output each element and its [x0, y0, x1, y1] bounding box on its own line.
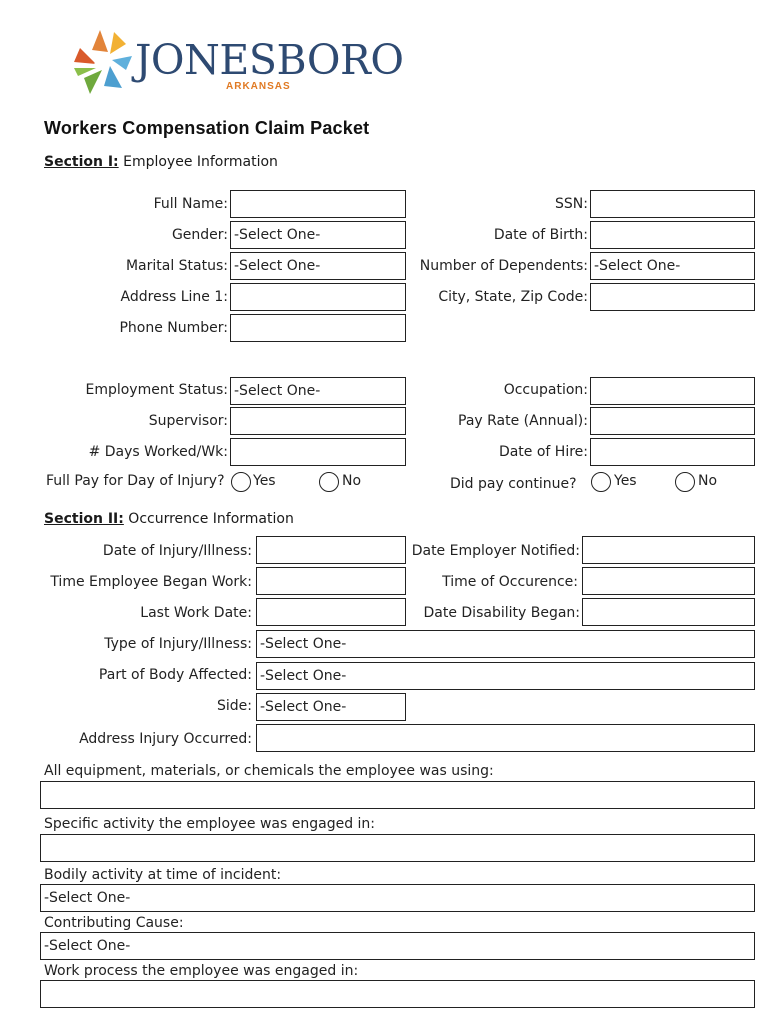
phone-label: Phone Number:: [119, 320, 228, 336]
date-hire-label: Date of Hire:: [498, 444, 588, 460]
activity-field[interactable]: [40, 834, 755, 862]
date-injury-label: Date of Injury/Illness:: [102, 543, 252, 559]
dependents-label: Number of Dependents:: [419, 258, 588, 274]
date-injury-field[interactable]: [256, 536, 406, 564]
time-occurence-label: Time of Occurence:: [442, 574, 578, 590]
dob-field[interactable]: [590, 221, 755, 249]
section-2-number: Section II:: [44, 511, 124, 527]
address-1-field[interactable]: [230, 283, 406, 311]
bodily-activity-label: Bodily activity at time of incident:: [44, 867, 282, 883]
full-pay-yes-radio[interactable]: [231, 472, 251, 492]
days-worked-label: # Days Worked/Wk:: [88, 444, 228, 460]
body-part-select[interactable]: -Select One-: [256, 662, 755, 690]
section-2-title: Occurrence Information: [128, 511, 294, 527]
full-name-field[interactable]: [230, 190, 406, 218]
pay-continue-no-radio[interactable]: [675, 472, 695, 492]
cause-select[interactable]: -Select One-: [40, 932, 755, 960]
body-part-label: Part of Body Affected:: [98, 667, 252, 683]
side-select[interactable]: -Select One-: [256, 693, 406, 721]
jonesboro-logo: [70, 26, 404, 106]
time-began-field[interactable]: [256, 567, 406, 595]
date-notified-field[interactable]: [582, 536, 755, 564]
section-1-number: Section I:: [44, 154, 119, 170]
pay-rate-label: Pay Rate (Annual):: [458, 413, 588, 429]
pay-continue-label: Did pay continue?: [450, 476, 577, 492]
logo-subtitle: ARKANSAS: [226, 81, 291, 92]
full-pay-no-label: No: [342, 473, 362, 489]
date-notified-label: Date Employer Notified:: [411, 543, 580, 559]
time-occurence-field[interactable]: [582, 567, 755, 595]
marital-label: Marital Status:: [125, 258, 228, 274]
address-1-label: Address Line 1:: [120, 289, 228, 305]
days-worked-field[interactable]: [230, 438, 406, 466]
dob-label: Date of Birth:: [493, 227, 588, 243]
equipment-label: All equipment, materials, or chemicals the employee was using:: [44, 763, 494, 779]
disability-began-label: Date Disability Began:: [423, 605, 580, 621]
employment-label: Employment Status:: [85, 382, 228, 398]
full-pay-no-radio[interactable]: [319, 472, 339, 492]
employment-select[interactable]: -Select One-: [230, 377, 406, 405]
dependents-select[interactable]: -Select One-: [590, 252, 755, 280]
type-injury-label: Type of Injury/Illness:: [104, 636, 252, 652]
supervisor-label: Supervisor:: [148, 413, 228, 429]
side-label: Side:: [217, 698, 252, 714]
gender-label: Gender:: [171, 227, 228, 243]
logo-wordmark: JONESBORO: [135, 36, 404, 84]
section-2-heading: [44, 511, 294, 527]
address-injury-field[interactable]: [256, 724, 755, 752]
type-injury-select[interactable]: -Select One-: [256, 630, 755, 658]
marital-select[interactable]: -Select One-: [230, 252, 406, 280]
star-burst-icon: [70, 26, 140, 100]
cause-label: Contributing Cause:: [44, 915, 184, 931]
equipment-field[interactable]: [40, 781, 755, 809]
section-1-heading: [44, 154, 278, 170]
bodily-activity-select[interactable]: -Select One-: [40, 884, 755, 912]
pay-rate-field[interactable]: [590, 407, 755, 435]
full-pay-yes-label: Yes: [253, 473, 276, 489]
date-hire-field[interactable]: [590, 438, 755, 466]
gender-select[interactable]: -Select One-: [230, 221, 406, 249]
pay-continue-no-label: No: [698, 473, 718, 489]
supervisor-field[interactable]: [230, 407, 406, 435]
address-injury-label: Address Injury Occurred:: [79, 731, 252, 747]
disability-began-field[interactable]: [582, 598, 755, 626]
time-began-label: Time Employee Began Work:: [50, 574, 252, 590]
occupation-field[interactable]: [590, 377, 755, 405]
ssn-field[interactable]: [590, 190, 755, 218]
city-label: City, State, Zip Code:: [438, 289, 588, 305]
pay-continue-yes-radio[interactable]: [591, 472, 611, 492]
ssn-label: SSN:: [555, 196, 588, 212]
section-1-title: Employee Information: [123, 154, 278, 170]
occupation-label: Occupation:: [503, 382, 588, 398]
full-pay-label: Full Pay for Day of Injury?: [46, 473, 225, 489]
phone-field[interactable]: [230, 314, 406, 342]
work-process-field[interactable]: [40, 980, 755, 1008]
last-work-field[interactable]: [256, 598, 406, 626]
work-process-label: Work process the employee was engaged in:: [44, 963, 359, 979]
activity-label: Specific activity the employee was engaged in:: [44, 816, 376, 832]
page-title: Workers Compensation Claim Packet: [44, 118, 370, 138]
city-field[interactable]: [590, 283, 755, 311]
full-name-label: Full Name:: [153, 196, 228, 212]
last-work-label: Last Work Date:: [140, 605, 252, 621]
pay-continue-yes-label: Yes: [614, 473, 637, 489]
